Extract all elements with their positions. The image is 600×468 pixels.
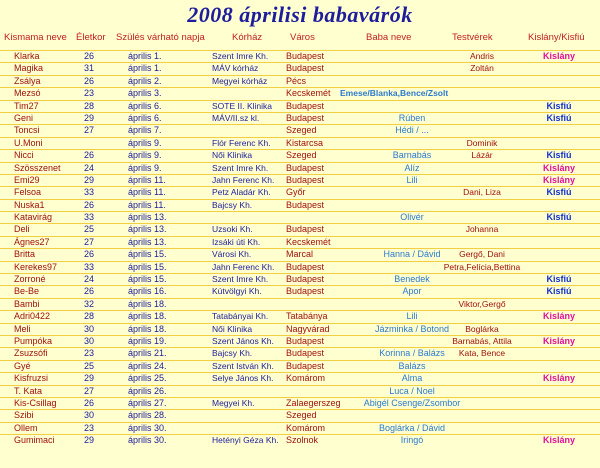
- header-age: Életkor: [76, 32, 106, 43]
- cell-due-date: április 18.: [128, 298, 167, 309]
- cell-age: 23: [84, 88, 95, 99]
- cell-sex: Kislány: [542, 174, 575, 185]
- cell-siblings: Barnabás, Attila: [452, 335, 512, 346]
- table-row: [0, 248, 600, 260]
- cell-age: 26: [84, 51, 95, 61]
- cell-siblings: Petra,Felícia,Bettina: [443, 261, 521, 272]
- cell-baby-name: Apor: [402, 286, 422, 297]
- cell-age: 29: [84, 112, 95, 123]
- cell-age: 28: [84, 100, 95, 111]
- cell-due-date: április 24.: [128, 360, 167, 371]
- table-row: [0, 409, 600, 421]
- cell-mother-name: Meli: [14, 323, 31, 334]
- cell-baby-name: Olivér: [400, 212, 424, 223]
- table-row: [0, 199, 600, 211]
- cell-mother-name: Szösszenet: [14, 162, 61, 173]
- cell-siblings: Zoltán: [470, 63, 494, 74]
- cell-city: Zalaegerszeg: [286, 397, 341, 408]
- cell-hospital: Bajcsy Kh.: [212, 199, 253, 210]
- table-row: [0, 186, 600, 198]
- cell-hospital: MÁV/II.sz kl.: [212, 112, 260, 123]
- cell-age: 33: [84, 187, 95, 198]
- table-row: [0, 137, 600, 149]
- cell-city: Budapest: [286, 261, 325, 272]
- cell-hospital: Szent Imre Kh.: [212, 51, 269, 61]
- cell-age: 26: [84, 249, 95, 260]
- cell-city: Nagyvárad: [286, 323, 330, 334]
- cell-due-date: április 19.: [128, 335, 167, 346]
- cell-hospital: Petz Aladár Kh.: [212, 187, 271, 198]
- cell-mother-name: Felsoa: [14, 187, 42, 198]
- cell-mother-name: Zsuzsófi: [14, 348, 48, 359]
- cell-hospital: Megyei kórház: [212, 75, 268, 86]
- cell-due-date: április 25.: [128, 373, 167, 384]
- header-hospital: Kórház: [232, 32, 263, 43]
- cell-mother-name: Klarka: [14, 51, 40, 61]
- cell-age: 24: [84, 274, 95, 285]
- cell-due-date: április 16.: [128, 286, 167, 297]
- cell-sex: Kisfiú: [546, 112, 572, 123]
- table-row: [0, 236, 600, 248]
- cell-mother-name: Adri0422: [14, 311, 51, 322]
- cell-due-date: április 27.: [128, 397, 167, 408]
- cell-age: 25: [84, 360, 95, 371]
- cell-baby-name: Hédi / ...: [395, 125, 429, 136]
- cell-baby-name: Iringó: [400, 435, 424, 446]
- cell-hospital: Szent István Kh.: [212, 360, 274, 371]
- cell-age: 28: [84, 311, 95, 322]
- cell-mother-name: Ollem: [14, 422, 38, 433]
- cell-sex: Kisfiú: [546, 274, 572, 285]
- cell-age: 26: [84, 75, 95, 86]
- cell-due-date: április 28.: [128, 410, 167, 421]
- cell-baby-name: Boglárka / Dávid: [378, 422, 446, 433]
- cell-sex: Kislány: [542, 373, 575, 384]
- cell-due-date: április 15.: [128, 249, 167, 260]
- header-city: Város: [290, 32, 315, 43]
- cell-baby-name: Lili: [406, 311, 418, 322]
- cell-siblings: Lázár: [471, 150, 493, 161]
- table-row: [0, 372, 600, 384]
- cell-siblings: Viktor,Gergő: [458, 298, 506, 309]
- cell-city: Budapest: [286, 274, 325, 285]
- cell-due-date: április 9.: [128, 150, 162, 161]
- cell-due-date: április 3.: [128, 88, 162, 99]
- table-row: [0, 162, 600, 174]
- cell-city: Budapest: [286, 348, 325, 359]
- cell-siblings: Dani, Liza: [463, 187, 501, 198]
- cell-due-date: április 30.: [128, 422, 167, 433]
- cell-mother-name: Kis-Csillag: [14, 397, 57, 408]
- cell-mother-name: Toncsi: [14, 125, 40, 136]
- cell-age: 33: [84, 212, 95, 223]
- cell-city: Budapest: [286, 51, 325, 61]
- cell-age: 32: [84, 298, 95, 309]
- cell-age: 29: [84, 435, 95, 446]
- cell-age: 30: [84, 335, 95, 346]
- cell-city: Szeged: [286, 125, 317, 136]
- cell-baby-name: Lili: [406, 174, 418, 185]
- cell-age: 24: [84, 162, 95, 173]
- cell-mother-name: Pumpóka: [14, 335, 53, 346]
- cell-mother-name: Zorroné: [14, 274, 46, 285]
- table-row: [0, 75, 600, 87]
- table-row: [0, 397, 600, 409]
- cell-hospital: Szent Imre Kh.: [212, 274, 269, 285]
- cell-due-date: április 13.: [128, 236, 167, 247]
- cell-due-date: április 1.: [128, 63, 162, 74]
- cell-mother-name: Zsálya: [14, 75, 41, 86]
- cell-city: Budapest: [286, 100, 325, 111]
- cell-mother-name: Deli: [14, 224, 30, 235]
- cell-sex: Kislány: [542, 335, 575, 346]
- cell-sex: Kislány: [542, 435, 575, 446]
- cell-hospital: Hetényi Géza Kh.: [212, 435, 279, 446]
- cell-city: Budapest: [286, 162, 325, 173]
- cell-due-date: április 13.: [128, 224, 167, 235]
- cell-due-date: április 26.: [128, 385, 167, 396]
- cell-sex: Kislány: [542, 162, 575, 173]
- cell-sex: Kisfiú: [546, 212, 572, 223]
- cell-due-date: április 15.: [128, 261, 167, 272]
- cell-hospital: Selye János Kh.: [212, 373, 274, 384]
- cell-sex: Kislány: [542, 311, 575, 322]
- cell-siblings: Dominik: [466, 137, 498, 148]
- cell-mother-name: Be-Be: [14, 286, 40, 297]
- cell-city: Budapest: [286, 360, 325, 371]
- cell-age: 27: [84, 236, 95, 247]
- cell-siblings: Gergő, Dani: [459, 249, 505, 260]
- cell-baby-name: Emese/Blanka,Bence/Zsolt: [340, 88, 449, 99]
- cell-age: 33: [84, 261, 95, 272]
- cell-city: Kecskemét: [286, 88, 331, 99]
- cell-due-date: április 18.: [128, 323, 167, 334]
- header-sex: Kislány/Kisfiú: [528, 32, 585, 43]
- cell-hospital: MÁV kórház: [212, 63, 259, 74]
- cell-age: 26: [84, 286, 95, 297]
- cell-sex: Kislány: [542, 51, 575, 61]
- cell-hospital: Jahn Ferenc Kh.: [212, 174, 275, 185]
- cell-baby-name: Alma: [401, 373, 423, 384]
- cell-city: Komárom: [286, 422, 326, 433]
- cell-baby-name: Benedek: [394, 274, 430, 285]
- cell-city: Budapest: [286, 63, 325, 74]
- cell-baby-name: Barnabás: [392, 150, 432, 161]
- cell-sex: Kisfiú: [546, 286, 572, 297]
- table-row: [0, 174, 600, 186]
- cell-mother-name: Emi29: [14, 174, 40, 185]
- table-row: [0, 223, 600, 235]
- cell-due-date: április 21.: [128, 348, 167, 359]
- cell-mother-name: Nicci: [14, 150, 34, 161]
- table-row: [0, 100, 600, 112]
- cell-due-date: április 2.: [128, 75, 162, 86]
- cell-hospital: Izsáki úti Kh.: [212, 236, 261, 247]
- table-header: [0, 32, 600, 48]
- cell-hospital: Szent János Kh.: [212, 335, 274, 346]
- cell-city: Budapest: [286, 224, 325, 235]
- cell-due-date: április 13.: [128, 212, 167, 223]
- table-row: [0, 360, 600, 372]
- cell-mother-name: T. Kata: [14, 385, 43, 396]
- cell-baby-name: Luca / Noel: [389, 385, 435, 396]
- cell-baby-name: Rúben: [398, 112, 426, 123]
- table-row: [0, 50, 600, 62]
- table-row: [0, 124, 600, 136]
- cell-age: 26: [84, 397, 95, 408]
- cell-siblings: Johanna: [465, 224, 499, 235]
- table-row: [0, 347, 600, 359]
- cell-siblings: Andris: [469, 51, 495, 61]
- cell-age: 26: [84, 199, 95, 210]
- cell-baby-name: Abigél Csenge/Zsombor: [363, 397, 461, 408]
- cell-city: Kistarcsa: [286, 137, 324, 148]
- table-row: [0, 87, 600, 99]
- table-row: [0, 273, 600, 285]
- page-title: 2008 áprilisi babavárók: [187, 2, 413, 27]
- table-row: [0, 62, 600, 74]
- table-row: [0, 112, 600, 124]
- cell-mother-name: Kisfruzsi: [14, 373, 49, 384]
- table-body: [0, 50, 600, 447]
- header-siblings: Testvérek: [452, 32, 493, 43]
- cell-mother-name: Mezsó: [14, 88, 41, 99]
- cell-hospital: Szent Imre Kh.: [212, 162, 269, 173]
- table-row: [0, 323, 600, 335]
- table-row: [0, 385, 600, 397]
- cell-hospital: Uzsoki Kh.: [212, 224, 253, 235]
- cell-age: 31: [84, 63, 95, 74]
- cell-baby-name: Balázs: [398, 360, 426, 371]
- cell-mother-name: Katavirág: [14, 212, 53, 223]
- cell-hospital: Megyei Kh.: [212, 397, 255, 408]
- table-row: [0, 285, 600, 297]
- cell-city: Kecskemét: [286, 236, 331, 247]
- cell-city: Szolnok: [286, 435, 319, 446]
- cell-city: Pécs: [286, 75, 307, 86]
- cell-due-date: április 11.: [128, 187, 166, 198]
- cell-hospital: SOTE II. Klinika: [212, 100, 272, 111]
- cell-mother-name: Ágnes27: [14, 236, 50, 247]
- table-row: [0, 434, 600, 446]
- cell-city: Szeged: [286, 410, 317, 421]
- cell-mother-name: Nuska1: [14, 199, 45, 210]
- cell-age: 25: [84, 224, 95, 235]
- cell-city: Marcal: [286, 249, 314, 260]
- cell-hospital: Bajcsy Kh.: [212, 348, 253, 359]
- cell-hospital: Kútvölgyi Kh.: [212, 286, 262, 297]
- cell-city: Budapest: [286, 286, 325, 297]
- cell-city: Budapest: [286, 199, 325, 210]
- cell-city: Budapest: [286, 112, 325, 123]
- cell-hospital: Női Klinika: [212, 323, 253, 334]
- table-row: [0, 422, 600, 434]
- header-baby-name: Baba neve: [366, 32, 412, 43]
- cell-age: 29: [84, 174, 95, 185]
- cell-baby-name: Jázminka / Botond: [374, 323, 450, 334]
- cell-due-date: április 6.: [128, 112, 162, 123]
- table-row: [0, 261, 600, 273]
- cell-due-date: április 11.: [128, 199, 166, 210]
- cell-hospital: Városi Kh.: [212, 249, 252, 260]
- cell-age: 30: [84, 323, 95, 334]
- cell-mother-name: Gumimaci: [14, 435, 55, 446]
- cell-city: Budapest: [286, 174, 325, 185]
- cell-city: Szeged: [286, 150, 317, 161]
- header-mother-name: Kismama neve: [4, 32, 67, 43]
- cell-city: Komárom: [286, 373, 326, 384]
- cell-city: Tatabánya: [286, 311, 328, 322]
- table-row: [0, 298, 600, 310]
- cell-city: Győr: [286, 187, 306, 198]
- cell-age: 23: [84, 348, 95, 359]
- cell-due-date: április 6.: [128, 100, 162, 111]
- cell-mother-name: Kerekes97: [14, 261, 58, 272]
- cell-mother-name: Bambi: [14, 298, 40, 309]
- cell-sex: Kisfiú: [546, 100, 572, 111]
- cell-mother-name: U.Moni: [14, 137, 43, 148]
- cell-siblings: Boglárka: [465, 323, 499, 334]
- cell-due-date: április 30.: [128, 435, 167, 446]
- cell-due-date: április 7.: [128, 125, 162, 136]
- cell-sex: Kisfiú: [546, 187, 572, 198]
- cell-age: 27: [84, 125, 95, 136]
- table-row: [0, 149, 600, 161]
- table-row: [0, 310, 600, 322]
- cell-due-date: április 11.: [128, 174, 166, 185]
- cell-due-date: április 18.: [128, 311, 167, 322]
- cell-mother-name: Britta: [14, 249, 36, 260]
- cell-due-date: április 15.: [128, 274, 167, 285]
- cell-hospital: Flór Ferenc Kh.: [212, 137, 271, 148]
- cell-due-date: április 9.: [128, 162, 162, 173]
- cell-due-date: április 1.: [128, 51, 162, 61]
- cell-sex: Kisfiú: [546, 150, 572, 161]
- cell-age: 27: [84, 385, 95, 396]
- cell-due-date: április 9.: [128, 137, 162, 148]
- cell-mother-name: Szibi: [14, 410, 34, 421]
- cell-city: Budapest: [286, 335, 325, 346]
- cell-baby-name: Alíz: [404, 162, 420, 173]
- cell-hospital: Női Klinika: [212, 150, 253, 161]
- cell-baby-name: Hanna / Dávid: [383, 249, 441, 260]
- cell-hospital: Jahn Ferenc Kh.: [212, 261, 275, 272]
- table-row: [0, 335, 600, 347]
- cell-age: 23: [84, 422, 95, 433]
- cell-mother-name: Magika: [14, 63, 44, 74]
- cell-baby-name: Korinna / Balázs: [379, 348, 445, 359]
- cell-age: 26: [84, 150, 95, 161]
- cell-age: 30: [84, 410, 95, 421]
- cell-age: 29: [84, 373, 95, 384]
- cell-mother-name: Tim27: [14, 100, 39, 111]
- header-due-date: Szülés várható napja: [116, 32, 205, 43]
- cell-hospital: Tatabányai Kh.: [212, 311, 269, 322]
- cell-siblings: Kata, Bence: [458, 348, 506, 359]
- cell-mother-name: Geni: [14, 112, 34, 123]
- cell-mother-name: Gyé: [14, 360, 31, 371]
- table-row: [0, 211, 600, 223]
